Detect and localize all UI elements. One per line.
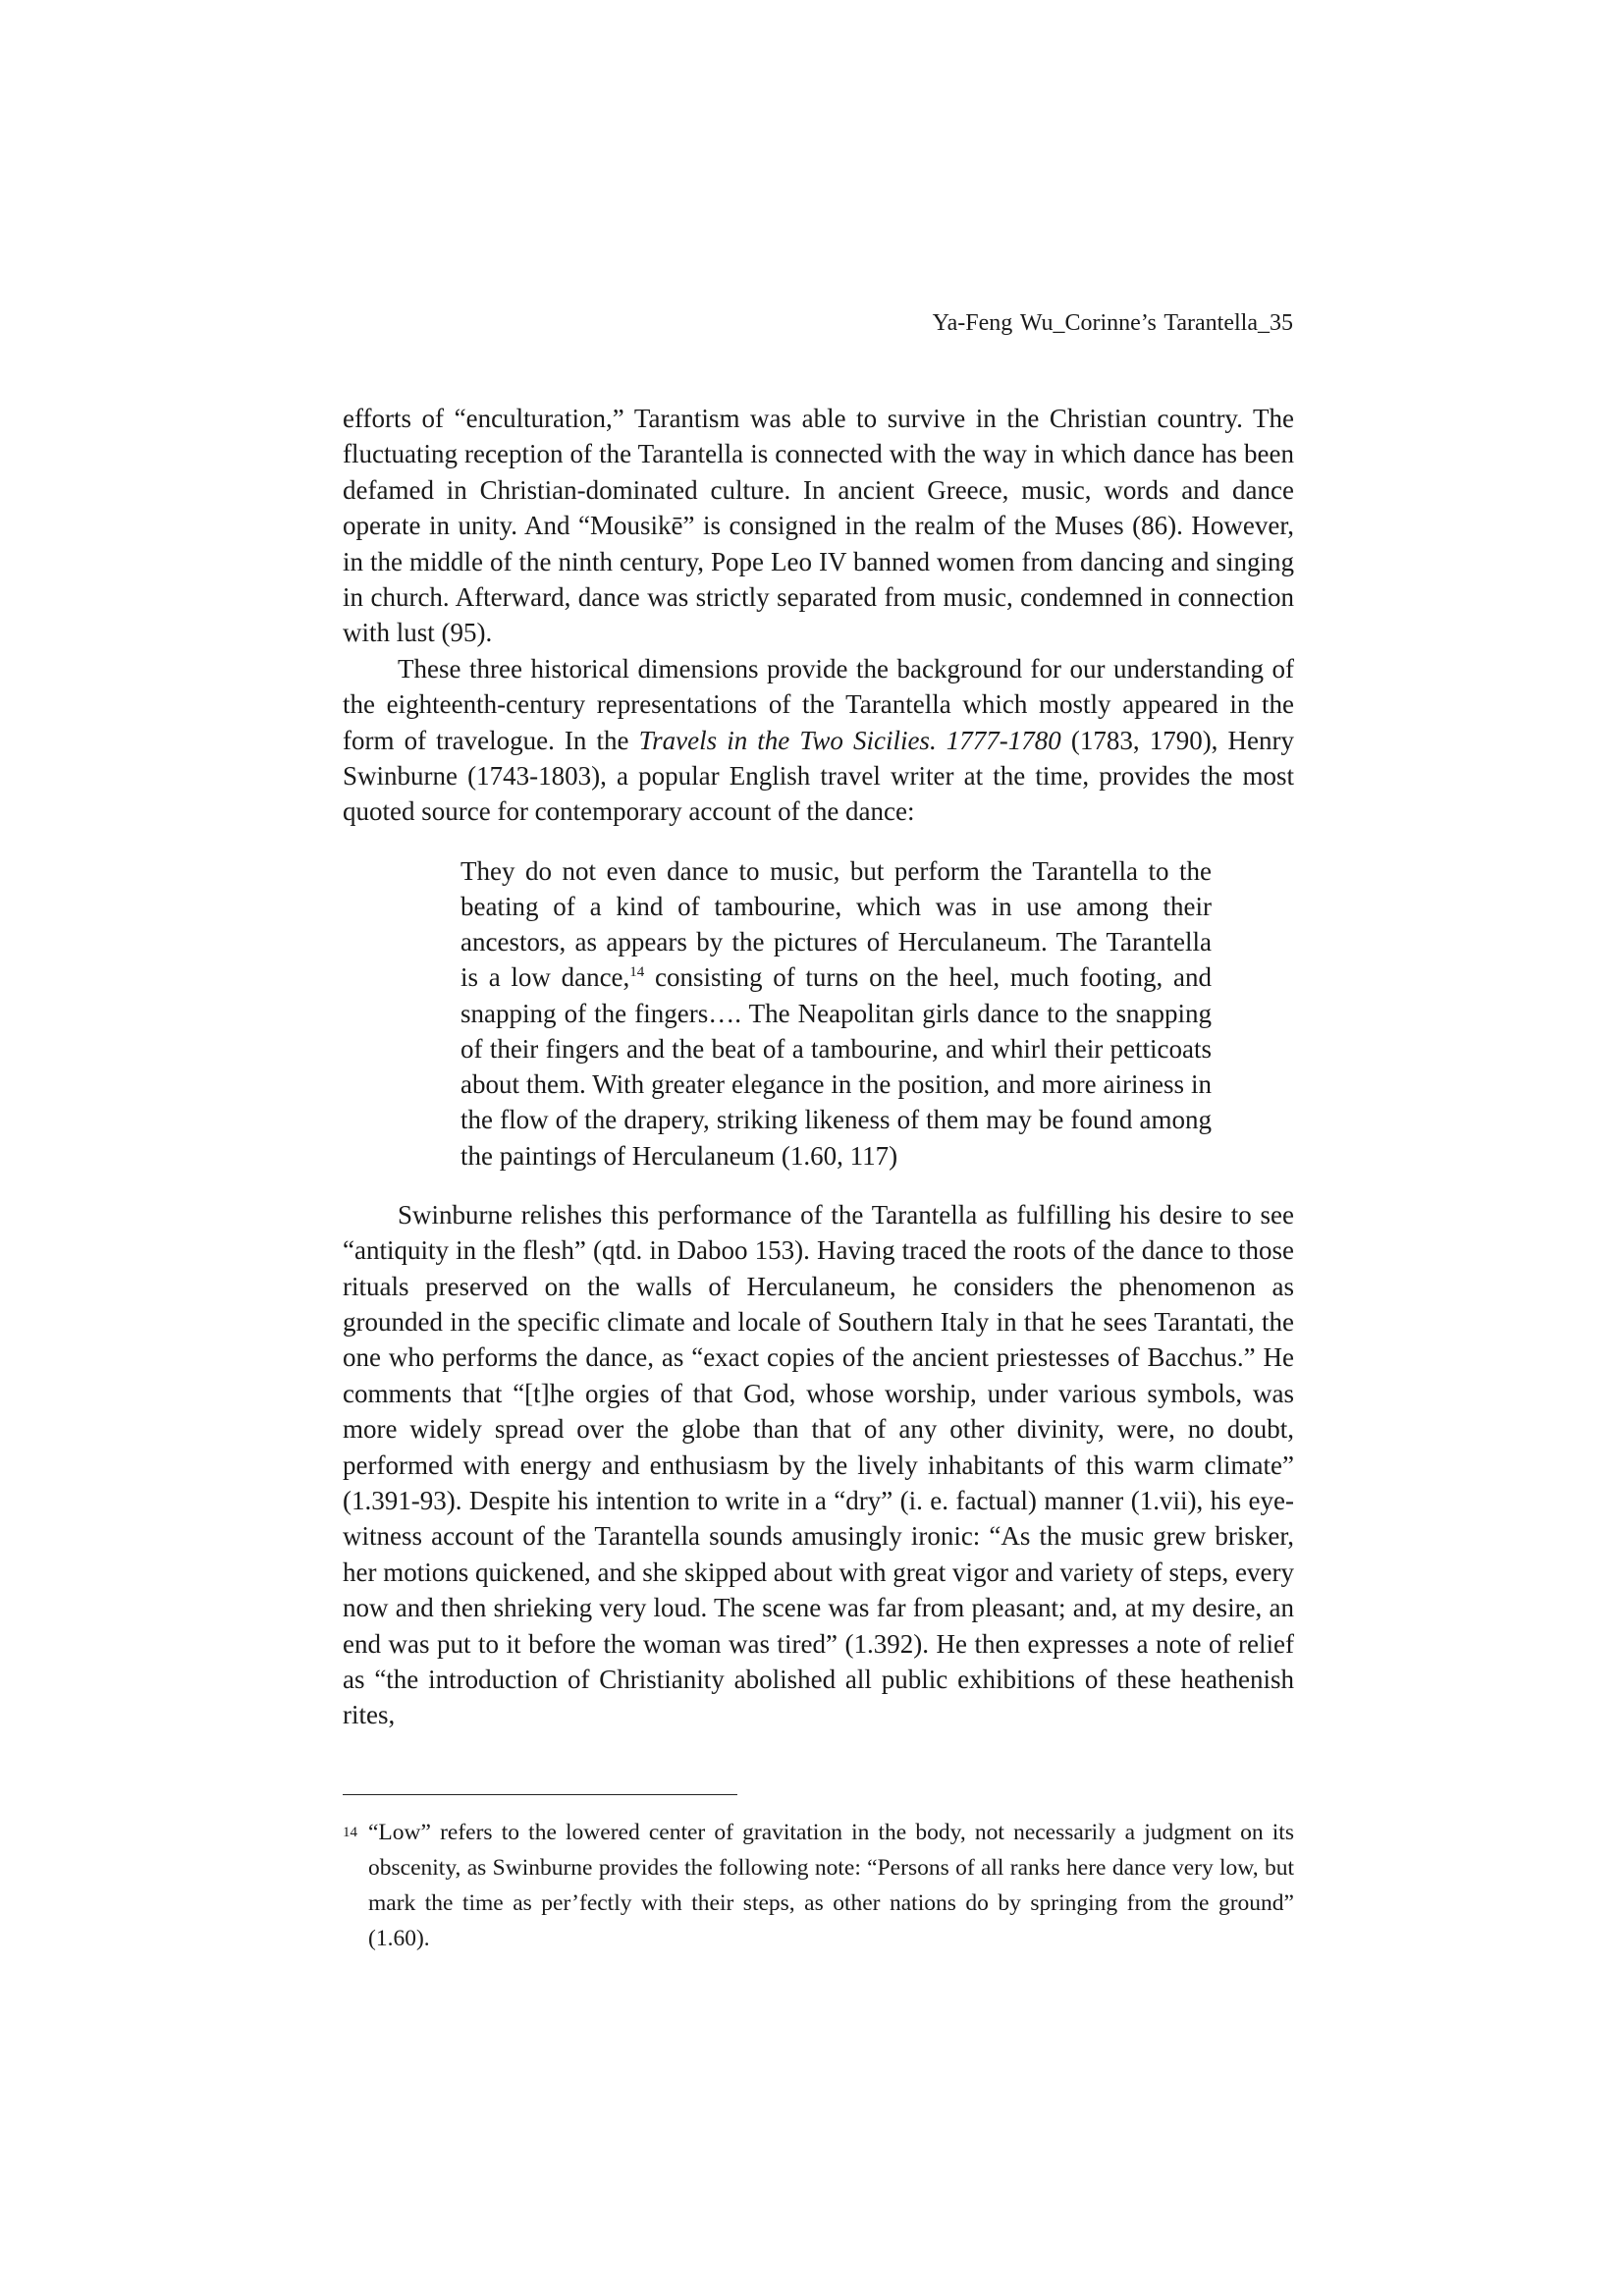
footnote-number: 14 [343,1825,357,1840]
main-text [343,401,1294,1733]
paragraph-1: efforts of “enculturation,” Tarantism was able to survive in the Christian country. The fluctuating reception of the Tarantella is connected with the way in which dance has been defamed in Christian-dominated culture. In ancient Greece, music, words and dance operate in unity. And “Mousikē” is consigned in the realm of the Muses (86). However, in the middle of the ninth century, Pope Leo IV banned women from dancing and singing in church. Afterward, dance was strictly separated from music, condemned in connection with lust (95). [343,404,1294,648]
paragraph-2-start: These three historical dimensions provide the background for our understanding of the eighteenth-century representations of the Tarantella which mostly appeared in the form of travelogue. In the [343,653,1294,755]
footnote-reference[interactable]: 14 [629,964,645,981]
paragraph-3: Swinburne relishes this performance of the Tarantella as fulfilling his desire to see “antiquity in the flesh” (qtd. in Daboo 153). Having traced the roots of the dance to those rituals preserved on the walls of Herculaneum, he considers the phenomenon as grounded in the specific climate and locale of Southern Italy in that he sees Tarantati, the one who performs the dance, as “exact copies of the ancient priestesses of Bacchus.” He comments that “[t]he orgies of that God, whose worship, under various symbols, was more widely spread over the globe than that of any other divinity, were, no doubt, performed with energy and enthusiasm by the lively inhabitants of this warm climate” (1.391-93). Despite his intention to write in a “dry” (i. e. factual) manner (1.vii), his eye-witness account of the Tarantella sounds amusingly ironic: “As the music grew brisker, her motions quickened, and she skipped about with great vigor and variety of steps, every now and then shrieking very loud. The scene was far from pleasant; and, at my desire, an end was put to it before the woman was tired” (1.392). He then expresses a note of relief as “the introduction of Christianity abolished all public exhibitions of these heathenish rites, [343,1199,1294,1730]
quote-start: They do not even dance to music, but perform the Tarantella to the beating of a kind of tambourine, which was in use among their ancestors, as appears by the pictures of Herculaneum. The Tarantella is a low dance, [460,855,1212,993]
footnote-text: “Low” refers to the lowered center of gravitation in the body, not necessarily a judgment on its obscenity, as Swinburne provides the following note: “Persons of all ranks here dance very low, but mark the time as per’fectly with their steps, as other nations do by springing from the ground” (1.60). [368,1820,1294,1951]
footnote [343,1815,1294,1956]
running-head: Ya-Feng Wu_Corinne’s Tarantella_35 [932,310,1293,336]
block-quote [460,853,1212,1174]
quote-end: consisting of turns on the heel, much footing, and snapping of the fingers…. The Neapolitan girls dance to the snapping of their fingers and the beat of a tambourine, and whirl their petticoats about them. With greater elegance in the position, and more airiness in the flow of the drapery, striking likeness of them may be found among the paintings of Herculaneum (1.60, 117) [460,962,1212,1171]
paragraph-2 [343,651,1294,830]
book-title: Travels in the Two Sicilies. 1777-1780 [638,725,1061,755]
footnote-divider [343,1794,737,1795]
paragraph-2-end: (1783, 1790), Henry Swinburne (1743-1803), a popular English travel writer at the time, provides the most quoted source for contemporary account of the dance: [343,725,1294,827]
